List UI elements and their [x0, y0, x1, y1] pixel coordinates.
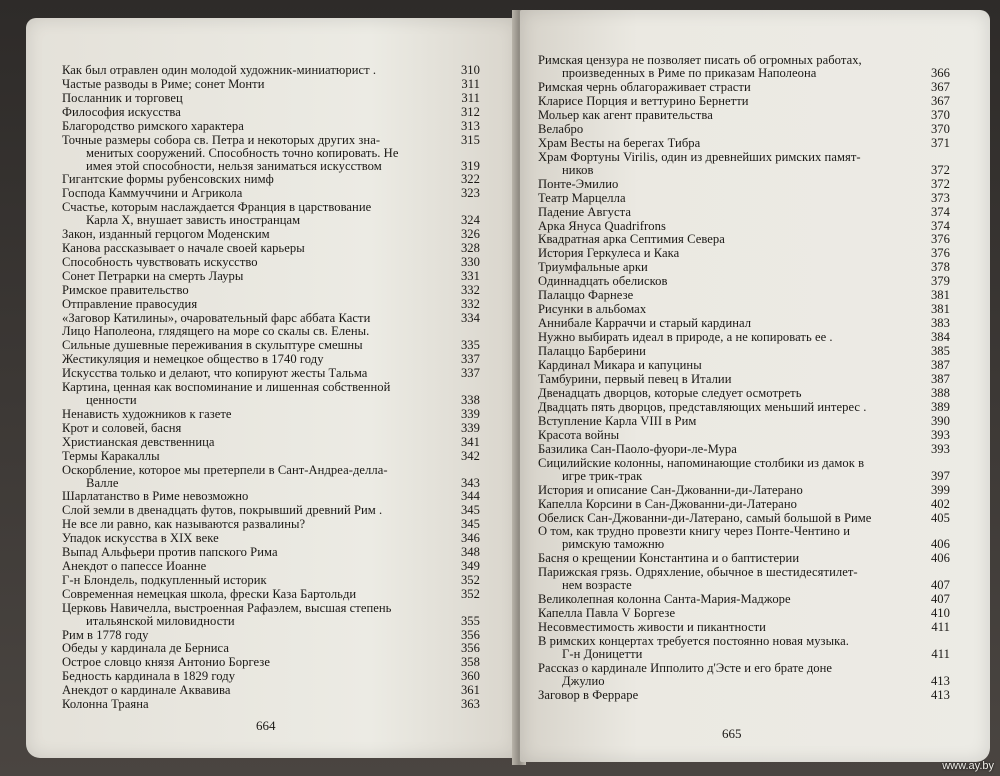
toc-page-number: 397: [930, 468, 950, 483]
toc-entry-title: Двенадцать дворцов, которые следует осмотреть: [538, 385, 802, 400]
toc-entry-title: Канова рассказывает о начале своей карьеры: [62, 241, 305, 255]
toc-page-number: 379: [930, 274, 950, 289]
toc-page-number: 346: [460, 531, 480, 546]
toc-page-number: 330: [460, 254, 480, 269]
toc-page-number: 407: [930, 578, 950, 593]
toc-entry: [62, 325, 480, 338]
toc-entry-title: Шарлатанство в Риме невозможно: [62, 489, 249, 504]
toc-entry-title: Аннибале Карраччи и старый кардинал: [538, 316, 752, 331]
toc-page-number: 345: [460, 503, 480, 518]
toc-entry-title: Римское правительство: [62, 282, 189, 297]
toc-page-number: 352: [460, 572, 480, 587]
toc-page-number: 387: [930, 371, 950, 386]
toc-page-number: 383: [930, 316, 950, 331]
toc-entry: [538, 373, 950, 386]
toc-entry-title: Современная немецкая школа, фрески Каза Бартольди: [62, 586, 357, 601]
toc-page-number: 332: [460, 282, 480, 297]
toc-entry-title: Понте-Эмилио: [538, 176, 619, 191]
toc-entry: [62, 656, 480, 669]
toc-page-number: 341: [460, 434, 480, 449]
toc-page-number: 311: [461, 90, 480, 105]
toc-entry: [538, 275, 950, 288]
left-page: [26, 18, 518, 758]
toc-entry: [62, 242, 480, 255]
toc-entry: [538, 317, 950, 330]
toc-page-number: 358: [460, 655, 480, 670]
toc-entry-title: Джулио: [562, 674, 605, 689]
toc-entry-title: Рим в 1778 году: [62, 627, 149, 642]
toc-entry-title: Ненависть художников к газете: [62, 406, 232, 421]
toc-entry-title: имея этой способности, нельзя заниматься искусством: [86, 158, 382, 173]
toc-entry-title: Арка Януса Quadrifrons: [538, 218, 666, 233]
toc-entry-title: Как был отравлен один молодой художник-миниатюрист .: [62, 63, 377, 77]
toc-entry: [538, 137, 950, 150]
toc-entry-title: Палаццо Барберини: [538, 344, 646, 359]
toc-entry: [62, 187, 480, 200]
toc-entry: [538, 566, 950, 592]
toc-entry: [62, 78, 480, 91]
toc-page-number: 376: [930, 232, 950, 247]
toc-entry-title: Квадратная арка Септимия Севера: [538, 232, 725, 247]
toc-page-number: 360: [460, 669, 480, 684]
toc-entry: [538, 151, 950, 177]
toc-entry-title: Не все ли равно, как называются развалины?: [62, 517, 306, 532]
toc-page-number: 342: [460, 448, 480, 463]
toc-page-number: 328: [460, 241, 480, 255]
toc-entry: [538, 552, 950, 565]
toc-entry-title: Церковь Навичелла, выстроенная Рафаэлем, высшая степень: [62, 600, 392, 615]
toc-entry: [538, 303, 950, 316]
toc-page-number: 385: [930, 344, 950, 359]
toc-entry-title: Закон, изданный герцогом Моденским: [62, 227, 270, 242]
toc-page-number: 356: [460, 641, 480, 656]
toc-entry: [62, 698, 480, 711]
toc-entry-title: В римских концертах требуется постоянно новая музыка.: [538, 634, 849, 649]
toc-page-number: 373: [930, 190, 950, 205]
toc-entry: [62, 408, 480, 421]
toc-page-number: 337: [460, 352, 480, 367]
toc-entry: [62, 490, 480, 503]
toc-page-number: 413: [930, 674, 950, 689]
toc-page-number: 332: [460, 296, 480, 311]
toc-entry: [62, 436, 480, 449]
toc-entry-title: Лицо Наполеона, глядящего на море со скалы св. Елены.: [62, 324, 370, 339]
toc-page-number: 411: [931, 620, 950, 635]
toc-page-number: 335: [460, 338, 480, 353]
toc-entry: [538, 593, 950, 606]
toc-entry-title: Благородство римского характера: [62, 118, 244, 133]
toc-entry-title: Храм Весты на берегах Тибра: [538, 135, 701, 150]
toc-page-number: 406: [930, 551, 950, 566]
toc-entry: [538, 387, 950, 400]
toc-entry-title: Сонет Петрарки на смерть Лауры: [62, 268, 244, 283]
toc-page-number: 389: [930, 399, 950, 414]
toc-page-number: 374: [930, 204, 950, 219]
toc-entry-title: римскую таможню: [562, 537, 665, 552]
toc-entry: [62, 422, 480, 435]
toc-entry: [538, 233, 950, 246]
toc-page-number: 413: [930, 688, 950, 703]
toc-page-number: 370: [930, 121, 950, 136]
toc-entry-title: Двадцать пять дворцов, представляющих меньший интерес .: [538, 399, 867, 414]
toc-entry-title: Парижская грязь. Одряхление, обычное в шестидесятилет-: [538, 565, 858, 580]
toc-entry-title: Велабро: [538, 121, 584, 136]
toc-page-number: 374: [930, 218, 950, 233]
toc-entry: [538, 109, 950, 122]
toc-page-number: 390: [930, 413, 950, 428]
toc-entry-title: Острое словцо князя Антонио Боргезе: [62, 655, 270, 670]
toc-entry: [62, 201, 480, 227]
toc-entry: [538, 359, 950, 372]
toc-entry: [62, 298, 480, 311]
toc-page-number: 411: [931, 647, 950, 662]
toc-page-number: 331: [460, 268, 480, 283]
toc-entry: [538, 345, 950, 358]
toc-page-number: 324: [460, 213, 480, 228]
toc-page-number: 378: [930, 260, 950, 275]
toc-page-number: 366: [930, 66, 950, 80]
toc-entry: [538, 429, 950, 442]
toc-entry-title: нем возрасте: [562, 578, 632, 593]
toc-entry: [62, 684, 480, 697]
toc-page-number: 371: [930, 135, 950, 150]
toc-entry-title: Анекдот о папессе Иоанне: [62, 558, 207, 573]
toc-entry: [538, 498, 950, 511]
toc-page-number: 310: [460, 63, 480, 77]
toc-entry: [538, 289, 950, 302]
toc-page-number: 384: [930, 330, 950, 345]
toc-entry-title: Г-н Блондель, подкупленный историк: [62, 572, 267, 587]
toc-entry: [62, 256, 480, 269]
toc-entry-title: Картина, ценная как воспоминание и лишенная собственной: [62, 380, 391, 394]
toc-entry-title: Частые разводы в Риме; сонет Монти: [62, 76, 265, 91]
toc-page-number: 381: [930, 302, 950, 317]
toc-entry: [62, 173, 480, 186]
toc-entry: [62, 532, 480, 545]
toc-entry-title: Мольер как агент правительства: [538, 107, 713, 122]
toc-page-number: 381: [930, 288, 950, 303]
toc-page-number: 345: [460, 517, 480, 532]
toc-entry-title: История и описание Сан-Джованни-ди-Латерано: [538, 482, 803, 497]
left-folio: 664: [256, 718, 276, 733]
toc-entry: [62, 339, 480, 352]
toc-page-number: 367: [930, 93, 950, 108]
toc-entry: [62, 134, 480, 173]
toc-entry-title: Обеды у кардинала де Берниса: [62, 641, 229, 656]
toc-entry: [538, 457, 950, 483]
toc-entry-title: Крот и соловей, басня: [62, 420, 182, 435]
toc-page-number: 349: [460, 558, 480, 573]
toc-entry: [62, 120, 480, 133]
toc-entry-title: Выпад Альфьери против папского Рима: [62, 545, 278, 559]
toc-entry: [62, 588, 480, 601]
toc-entry-title: Базилика Сан-Паоло-фуори-ле-Мура: [538, 441, 737, 456]
toc-entry-title: История Геркулеса и Кака: [538, 246, 680, 261]
toc-entry: [62, 518, 480, 531]
toc-entry-title: Нужно выбирать идеал в природе, а не копировать ее .: [538, 330, 833, 345]
toc-page-number: 355: [460, 613, 480, 628]
toc-entry-title: Басня о крещении Константина и о баптистерии: [538, 551, 800, 566]
toc-entry-title: Философия искусства: [62, 104, 181, 119]
toc-entry: [62, 353, 480, 366]
right-folio: 665: [722, 726, 742, 741]
toc-page-number: 388: [930, 385, 950, 400]
toc-entry-title: Карла X, внушает зависть иностранцам: [86, 213, 301, 228]
toc-page-number: 311: [461, 76, 480, 91]
toc-page-number: 387: [930, 358, 950, 372]
toc-entry-title: итальянской миловидности: [86, 613, 235, 628]
toc-entry: [538, 607, 950, 620]
toc-entry-title: Термы Каракаллы: [62, 448, 160, 463]
toc-entry: [62, 106, 480, 119]
toc-entry-title: Театр Марцелла: [538, 190, 626, 205]
toc-entry: [538, 54, 950, 80]
toc-entry: [62, 464, 480, 490]
toc-page-number: 402: [930, 496, 950, 511]
toc-entry-title: Палаццо Фарнезе: [538, 288, 634, 303]
toc-page-number: 344: [460, 489, 480, 504]
toc-entry-title: Слой земли в двенадцать футов, покрывший древний Рим .: [62, 503, 383, 518]
toc-entry-title: Несовместимость живости и пикантности: [538, 620, 766, 635]
toc-entry-title: Валле: [86, 475, 119, 490]
toc-page-number: 326: [460, 227, 480, 242]
toc-page-number: 361: [460, 683, 480, 698]
toc-page-number: 338: [460, 393, 480, 407]
toc-entry: [538, 443, 950, 456]
toc-entry: [62, 602, 480, 628]
toc-page-number: 407: [930, 592, 950, 607]
toc-entry-title: Тамбурини, первый певец в Италии: [538, 371, 732, 386]
toc-entry-title: Искусства только и делают, что копируют жесты Тальма: [62, 366, 368, 381]
toc-entry: [538, 689, 950, 702]
toc-entry: [538, 261, 950, 274]
toc-entry-title: Сицилийские колонны, напоминающие столбики из дамок в: [538, 455, 865, 470]
toc-entry: [62, 228, 480, 241]
toc-entry-title: Вступление Карла VIII в Рим: [538, 413, 697, 428]
toc-entry-title: ценности: [86, 393, 137, 407]
toc-page-number: 376: [930, 246, 950, 261]
toc-entry-title: Способность чувствовать искусство: [62, 254, 258, 269]
toc-entry-title: Бедность кардинала в 1829 году: [62, 669, 236, 684]
toc-page-number: 410: [930, 606, 950, 621]
toc-entry-title: Капелла Павла V Боргезе: [538, 606, 676, 621]
toc-entry: [538, 525, 950, 551]
toc-entry-title: Падение Августа: [538, 204, 631, 219]
toc-entry-title: Кларисе Порция и веттурино Бернетти: [538, 93, 749, 108]
toc-entry-title: игре трик-трак: [562, 468, 643, 483]
toc-page-number: 393: [930, 441, 950, 456]
toc-entry: [62, 629, 480, 642]
toc-entry: [538, 192, 950, 205]
toc-page-number: 339: [460, 420, 480, 435]
toc-entry: [538, 247, 950, 260]
toc-page-number: 312: [460, 104, 480, 119]
toc-entry: [538, 206, 950, 219]
toc-entry-title: Жестикуляция и немецкое общество в 1740 году: [62, 352, 324, 367]
toc-entry: [62, 546, 480, 559]
toc-entry-title: произведенных в Риме по приказам Наполеона: [562, 66, 817, 80]
toc-entry: [62, 670, 480, 683]
watermark: www.ay.by: [942, 760, 994, 772]
toc-entry: [62, 560, 480, 573]
toc-page-number: 348: [460, 545, 480, 559]
toc-entry-title: Заговор в Ферраре: [538, 688, 639, 703]
toc-page-number: 406: [930, 537, 950, 552]
toc-entry: [538, 401, 950, 414]
toc-page-number: 337: [460, 366, 480, 381]
toc-entry-title: Рисунки в альбомах: [538, 302, 647, 317]
toc-entry: [538, 220, 950, 233]
toc-page-number: 313: [460, 118, 480, 133]
toc-entry-title: Господа Каммуччини и Агрикола: [62, 186, 243, 201]
toc-entry-title: Одиннадцать обелисков: [538, 274, 668, 289]
toc-entry-title: менитых сооружений. Способность точно копировать. Не: [86, 145, 399, 160]
toc-entry: [538, 415, 950, 428]
toc-page-number: 322: [460, 172, 480, 187]
toc-entry-title: Счастье, которым наслаждается Франция в царствование: [62, 200, 372, 215]
toc-entry: [62, 642, 480, 655]
toc-entry: [62, 312, 480, 325]
toc-entry: [62, 270, 480, 283]
toc-entry: [538, 662, 950, 688]
toc-entry-title: Анекдот о кардинале Аквавива: [62, 683, 231, 698]
toc-entry-title: Гигантские формы рубенсовских нимф: [62, 172, 274, 187]
toc-entry: [538, 95, 950, 108]
toc-entry: [62, 92, 480, 105]
toc-entry-title: ников: [562, 162, 594, 177]
toc-entry-title: Г-н Доницетти: [562, 647, 643, 662]
toc-page-number: 367: [930, 79, 950, 94]
toc-page-number: 399: [930, 482, 950, 497]
toc-entry: [62, 64, 480, 77]
toc-entry: [538, 178, 950, 191]
toc-entry-title: О том, как трудно провезти книгу через Понте-Чентино и: [538, 524, 850, 539]
toc-entry: [538, 635, 950, 661]
toc-entry-title: Оскорбление, которое мы претерпели в Сант-Андреа-делла-: [62, 462, 388, 477]
toc-page-number: 339: [460, 406, 480, 421]
toc-entry-title: «Заговор Катилины», очаровательный фарс аббата Касти: [62, 310, 371, 325]
toc-entry-title: Триумфальные арки: [538, 260, 648, 275]
toc-entry: [538, 81, 950, 94]
toc-entry: [62, 367, 480, 380]
toc-page-number: 334: [460, 310, 480, 325]
toc-entry: [62, 381, 480, 407]
toc-entry: [538, 331, 950, 344]
toc-entry: [538, 512, 950, 525]
toc-entry-title: Отправление правосудия: [62, 296, 198, 311]
toc-page-number: 405: [930, 510, 950, 525]
toc-page-number: 343: [460, 475, 480, 490]
toc-entry-title: Римская чернь облагораживает страсти: [538, 79, 751, 94]
toc-entry-title: Великолепная колонна Санта-Мария-Маджоре: [538, 592, 791, 607]
toc-entry-title: Рассказ о кардинале Ипполито д'Эсте и его брате доне: [538, 661, 833, 676]
toc-entry: [538, 484, 950, 497]
toc-entry: [538, 123, 950, 136]
toc-entry-title: Кардинал Микара и капуцины: [538, 358, 702, 372]
toc-entry-title: Красота войны: [538, 427, 620, 442]
toc-page-number: 352: [460, 586, 480, 601]
toc-entry: [62, 284, 480, 297]
toc-page-number: 323: [460, 186, 480, 201]
toc-entry-title: Римская цензура не позволяет писать об огромных работах,: [538, 53, 862, 67]
toc-entry-title: Обелиск Сан-Джованни-ди-Латерано, самый большой в Риме: [538, 510, 872, 525]
toc-page-number: 372: [930, 176, 950, 191]
toc-entry: [62, 450, 480, 463]
toc-entry-title: Упадок искусства в XIX веке: [62, 531, 219, 546]
toc-page-number: 356: [460, 627, 480, 642]
right-page: [520, 10, 990, 762]
toc-entry-title: Точные размеры собора св. Петра и некоторых других зна-: [62, 132, 381, 147]
toc-entry-title: Капелла Корсини в Сан-Джованни-ди-Латерано: [538, 496, 797, 511]
toc-page-number: 393: [930, 427, 950, 442]
toc-page-number: 372: [930, 162, 950, 177]
toc-entry: [62, 504, 480, 517]
toc-page-number: 370: [930, 107, 950, 122]
toc-page-number: 315: [460, 132, 480, 147]
toc-page-number: 319: [460, 158, 480, 173]
toc-page-number: 363: [460, 697, 480, 711]
toc-entry: [538, 621, 950, 634]
toc-entry-title: Сильные душевные переживания в скульптуре смешны: [62, 338, 363, 353]
toc-entry-title: Колонна Траяна: [62, 697, 149, 711]
toc-entry-title: Храм Фортуны Virilis, один из древнейших римских памят-: [538, 149, 861, 164]
toc-entry-title: Посланник и торговец: [62, 90, 183, 105]
toc-entry-title: Христианская девственница: [62, 434, 215, 449]
toc-entry: [62, 574, 480, 587]
